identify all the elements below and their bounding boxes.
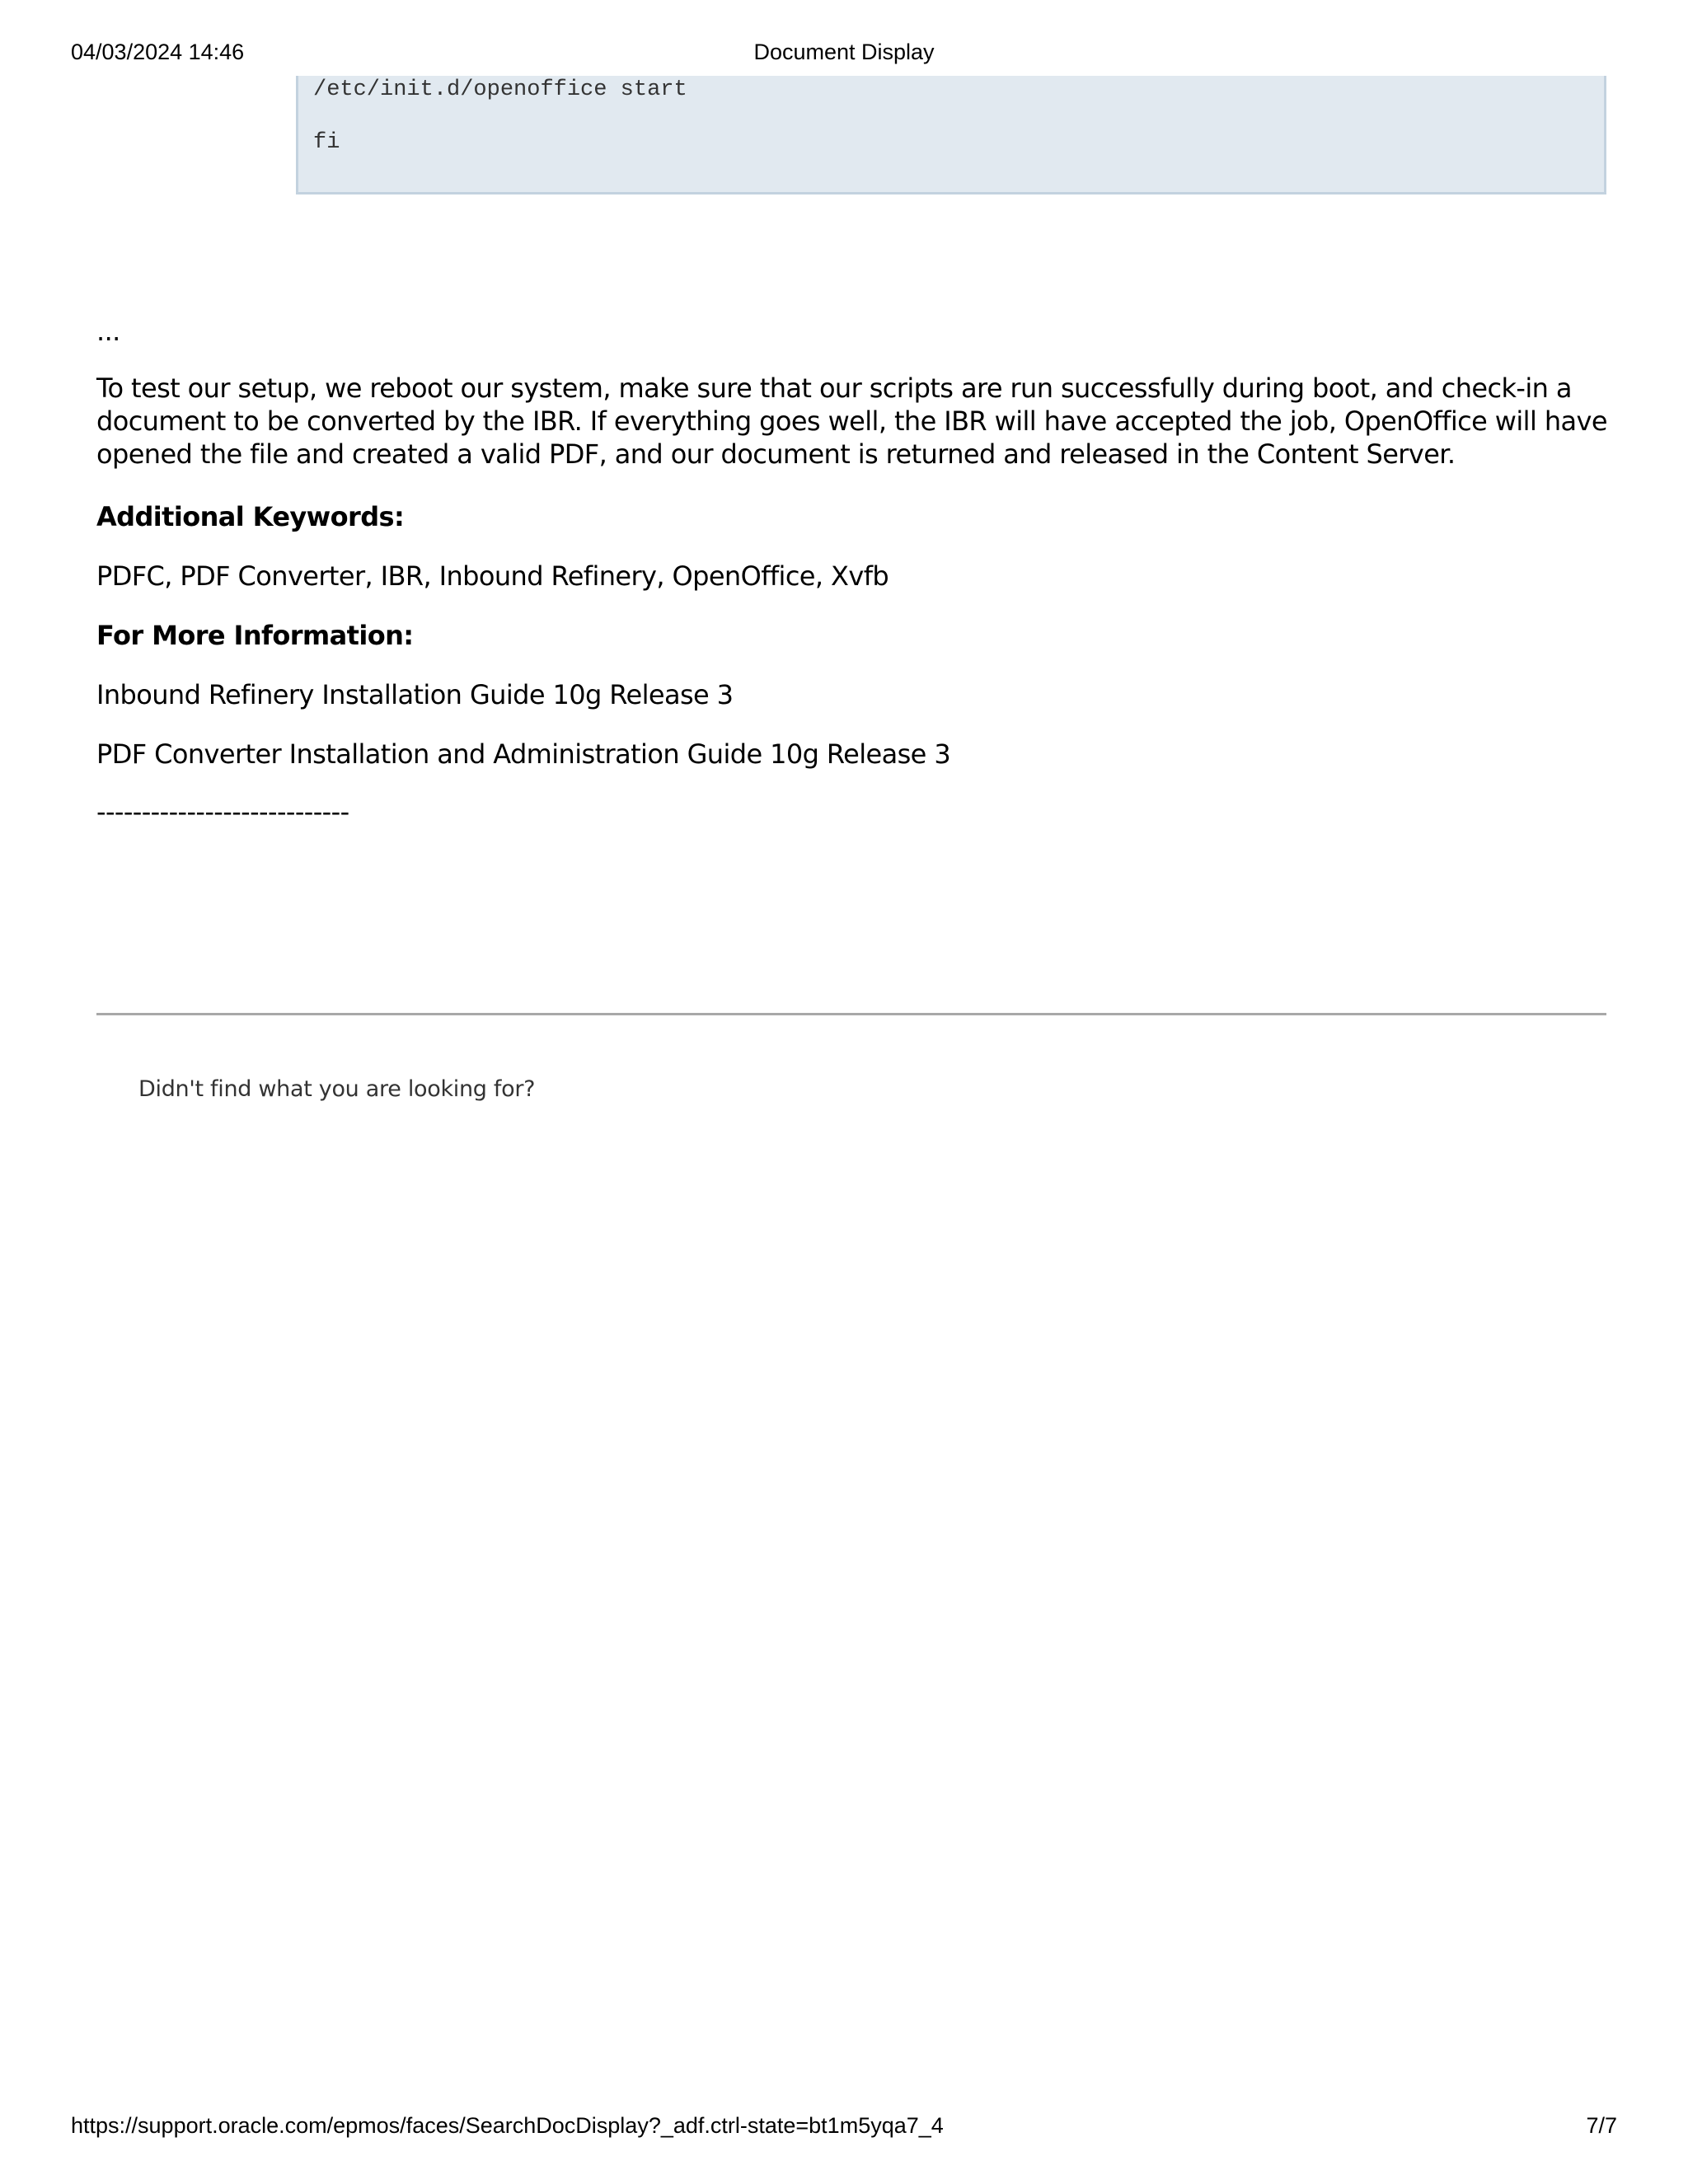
print-header — [71, 40, 1617, 66]
code-block — [296, 76, 1606, 194]
keywords-text: PDFC, PDF Converter, IBR, Inbound Refinery, OpenOffice, Xvfb — [96, 560, 889, 592]
feedback-prompt: Didn't find what you are looking for? — [138, 1076, 536, 1102]
more-info-heading: For More Information: — [96, 620, 414, 651]
print-footer — [71, 2113, 1617, 2139]
ellipsis-text: ... — [96, 316, 120, 347]
page-number: 7/7 — [1586, 2113, 1617, 2138]
reference-pdfc-guide: PDF Converter Installation and Administration Guide 10g Release 3 — [96, 738, 951, 770]
code-line: /etc/init.d/openoffice start — [313, 77, 687, 102]
test-paragraph: To test our setup, we reboot our system, make sure that our scripts are run successfully during boot, and check-in a document to be converted by the IBR. If everything goes well, the IBR will have accepted the job, OpenOffice will have opened the file and created a valid PDF, and our document is returned and released in the Content Server. — [96, 373, 1607, 470]
divider — [96, 1013, 1606, 1015]
print-title: Document Display — [753, 40, 935, 64]
print-date: 04/03/2024 14:46 — [71, 40, 245, 64]
reference-ibr-guide: Inbound Refinery Installation Guide 10g Release 3 — [96, 679, 734, 710]
separator-text: ---------------------------- — [96, 796, 349, 827]
keywords-heading: Additional Keywords: — [96, 501, 405, 532]
code-line: fi — [313, 130, 340, 155]
print-url: https://support.oracle.com/epmos/faces/SearchDocDisplay?_adf.ctrl-state=bt1m5yqa7_4 — [71, 2113, 944, 2138]
